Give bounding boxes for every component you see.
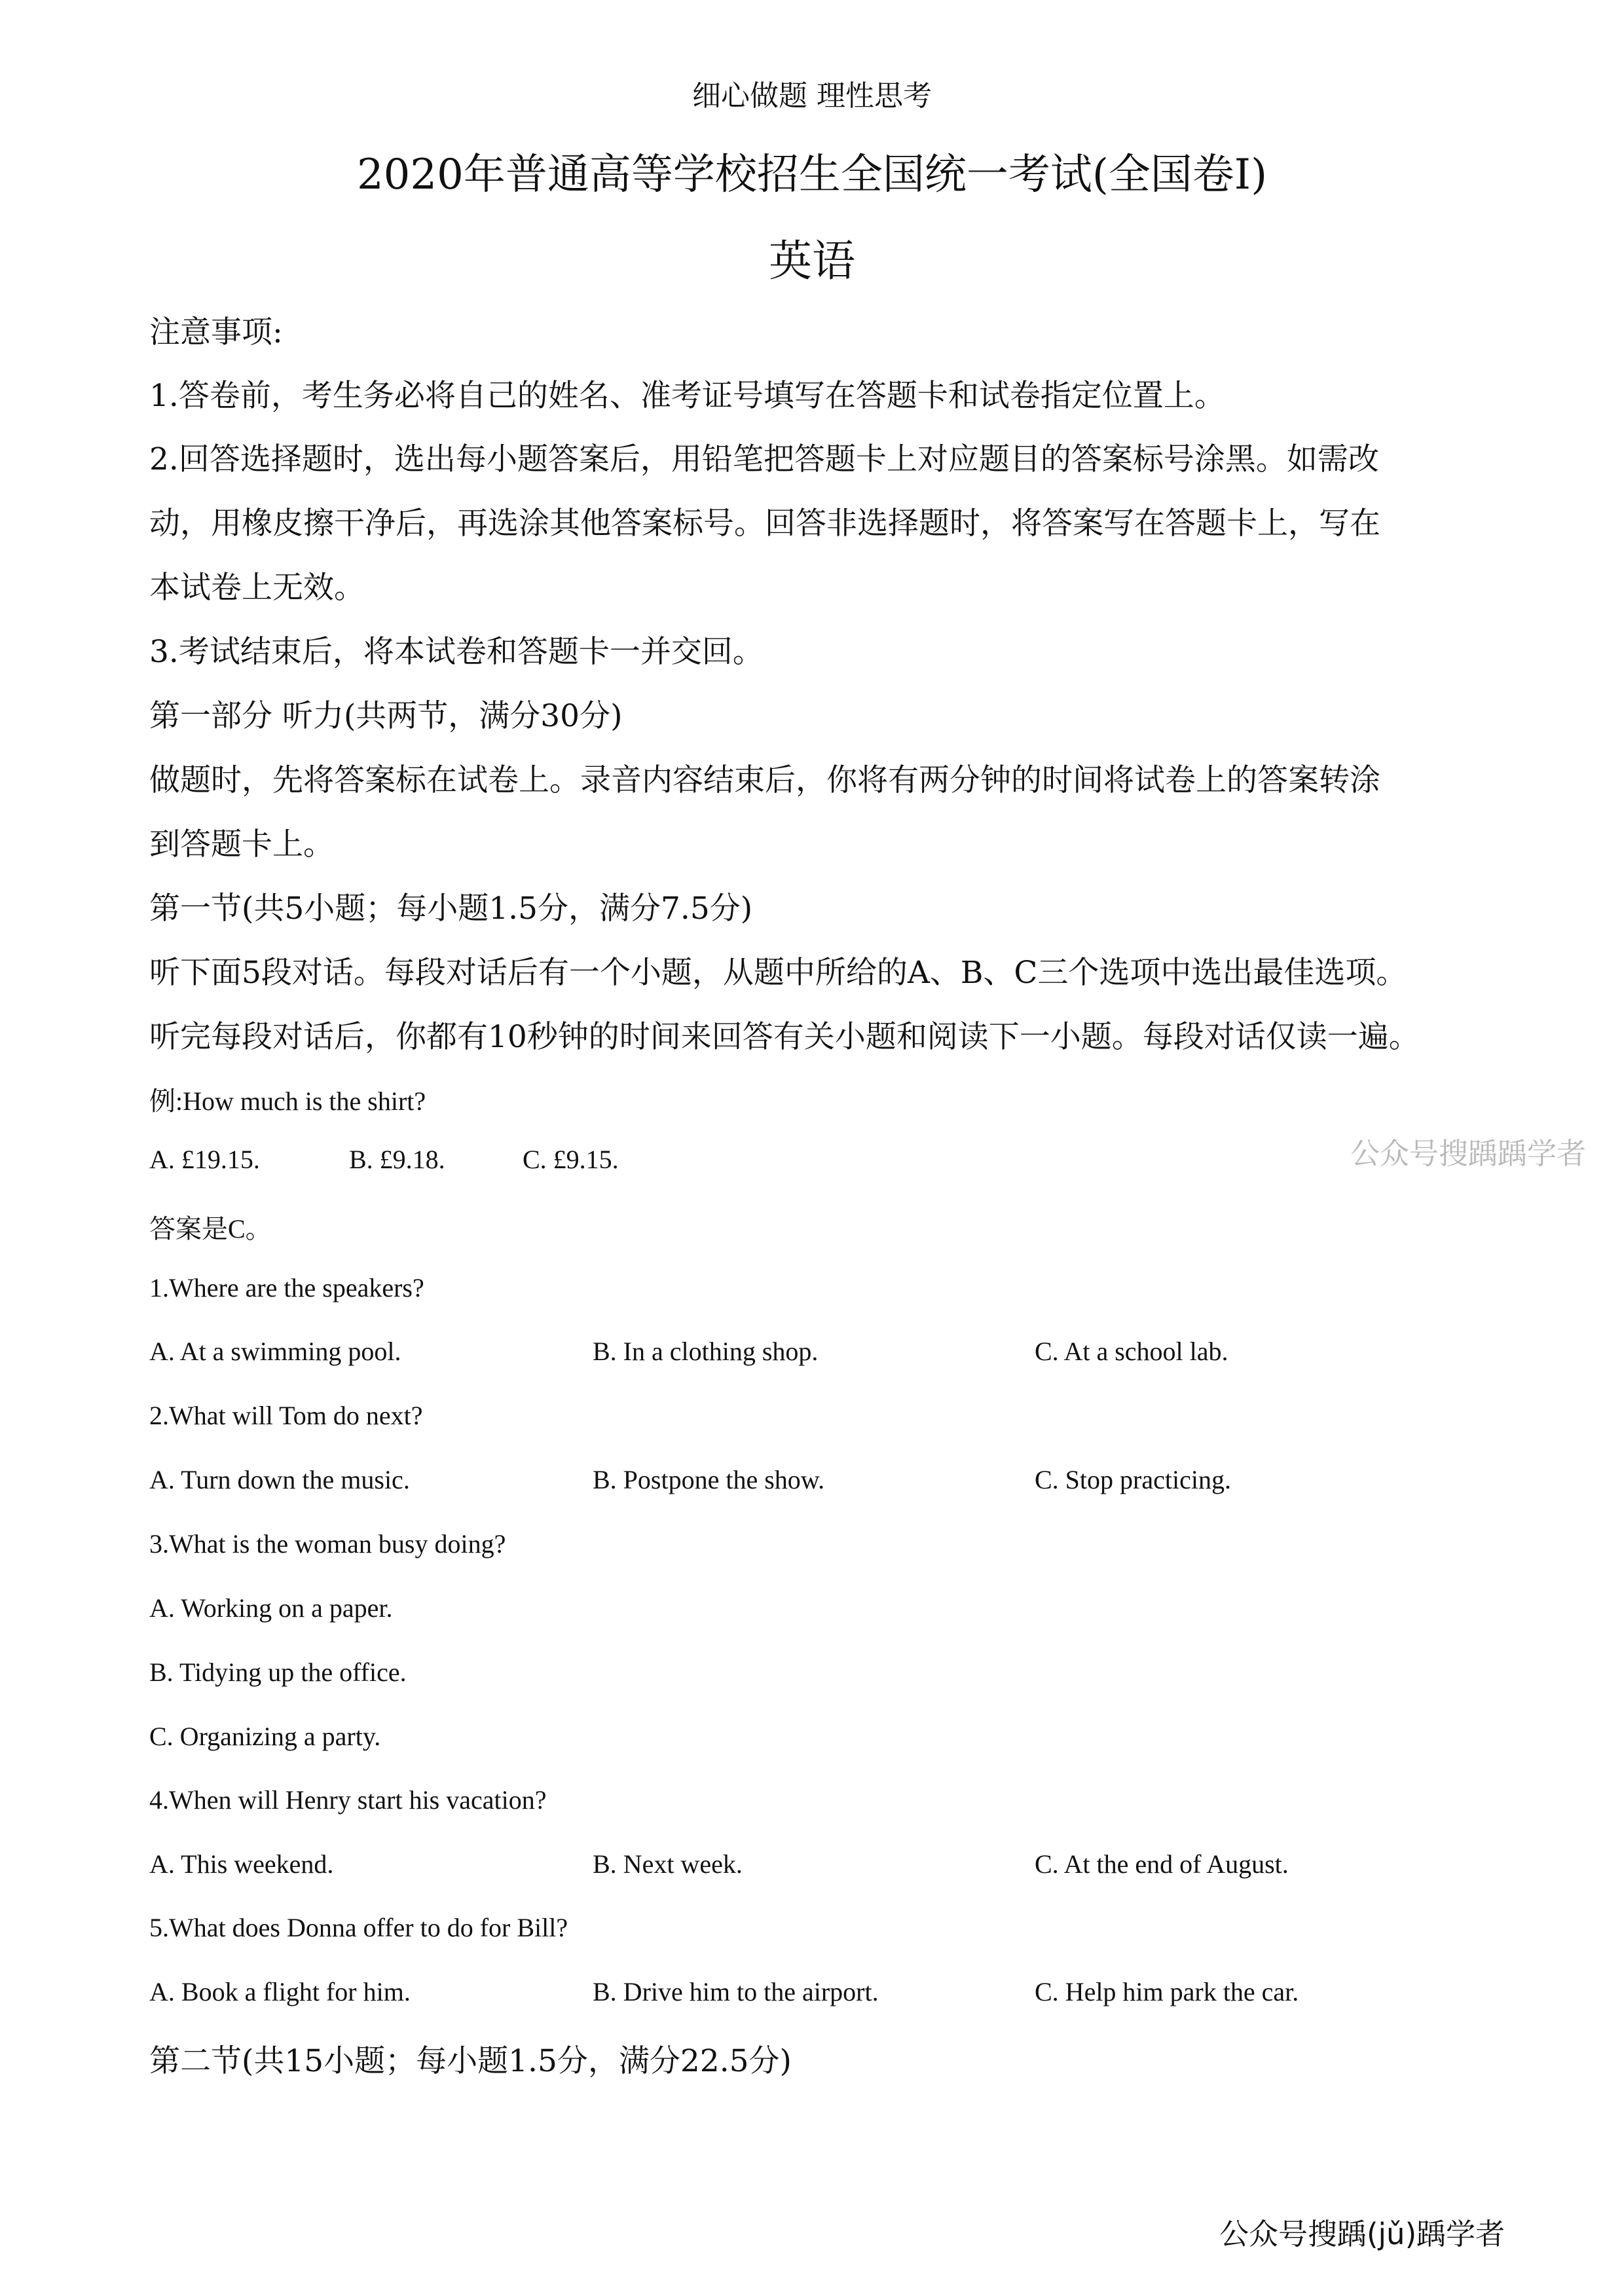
question-2-option-a: A. Turn down the music.	[149, 1465, 410, 1494]
part1-instruction-line-1: 做题时，先将答案标在试卷上。录音内容结束后，你将有两分钟的时间将试卷上的答案转涂	[149, 762, 1380, 798]
example-question: 例:How much is the shirt?	[149, 1086, 426, 1116]
question-1-stem: 1.Where are the speakers?	[149, 1273, 424, 1303]
footer-watermark: 公众号搜踽(jǔ)踽学者	[1219, 2217, 1505, 2251]
notice-item-2-line-1: 2.回答选择题时，选出每小题答案后，用铅笔把答题卡上对应题目的答案标号涂黑。如需改	[149, 441, 1379, 477]
question-3-stem: 3.What is the woman busy doing?	[149, 1529, 506, 1559]
question-5-stem: 5.What does Donna offer to do for Bill?	[149, 1913, 568, 1942]
section1-heading: 第一节(共5小题；每小题1.5分，满分7.5分)	[149, 891, 753, 927]
subject-title: 英语	[769, 236, 855, 286]
notice-item-2-line-2: 动，用橡皮擦干净后，再选涂其他答案标号。回答非选择题时，将答案写在答题卡上，写在	[149, 506, 1380, 542]
question-1-option-c: C. At a school lab.	[1035, 1337, 1228, 1366]
question-3-option-b: B. Tidying up the office.	[149, 1657, 407, 1687]
question-3-option-c: C. Organizing a party.	[149, 1722, 381, 1751]
question-3-option-a: A. Working on a paper.	[149, 1593, 393, 1623]
question-5-option-a: A. Book a flight for him.	[149, 1977, 411, 2006]
question-1-option-a: A. At a swimming pool.	[149, 1337, 401, 1366]
example-option-b: B. £9.18.	[349, 1145, 445, 1174]
example-answer: 答案是C。	[149, 1214, 272, 1244]
question-4-option-c: C. At the end of August.	[1035, 1849, 1289, 1879]
part1-instruction-line-2: 到答题卡上。	[149, 826, 334, 862]
question-4-option-b: B. Next week.	[593, 1849, 743, 1879]
section1-instruction-line-2: 听完每段对话后，你都有10秒钟的时间来回答有关小题和阅读下一小题。每段对话仅读一遍。	[149, 1019, 1420, 1055]
question-2-option-b: B. Postpone the show.	[593, 1465, 825, 1494]
exam-title: 2020年普通高等学校招生全国统一考试(全国卷I)	[356, 151, 1268, 199]
notice-heading: 注意事项:	[149, 314, 283, 350]
notice-item-1: 1.答卷前，考生务必将自己的姓名、准考证号填写在答题卡和试卷指定位置上。	[149, 378, 1225, 414]
question-5-option-b: B. Drive him to the airport.	[593, 1977, 879, 2006]
example-option-a: A. £19.15.	[149, 1145, 260, 1174]
section1-instruction-line-1: 听下面5段对话。每段对话后有一个小题，从题中所给的A、B、C三个选项中选出最佳选项。	[149, 955, 1407, 991]
question-4-stem: 4.When will Henry start his vacation?	[149, 1785, 547, 1815]
question-1-option-b: B. In a clothing shop.	[593, 1337, 819, 1366]
section2-heading: 第二节(共15小题；每小题1.5分，满分22.5分)	[149, 2043, 792, 2079]
part1-heading: 第一部分 听力(共两节，满分30分)	[149, 698, 623, 734]
example-option-c: C. £9.15.	[523, 1145, 619, 1174]
question-2-stem: 2.What will Tom do next?	[149, 1401, 423, 1430]
question-5-option-c: C. Help him park the car.	[1035, 1977, 1299, 2006]
question-2-option-c: C. Stop practicing.	[1035, 1465, 1231, 1494]
page-motto: 细心做题 理性思考	[692, 79, 932, 113]
notice-item-3: 3.考试结束后，将本试卷和答题卡一并交回。	[149, 634, 764, 670]
question-4-option-a: A. This weekend.	[149, 1849, 334, 1879]
notice-item-2-line-3: 本试卷上无效。	[149, 570, 365, 606]
side-watermark: 公众号搜踽踽学者	[1350, 1136, 1587, 1171]
